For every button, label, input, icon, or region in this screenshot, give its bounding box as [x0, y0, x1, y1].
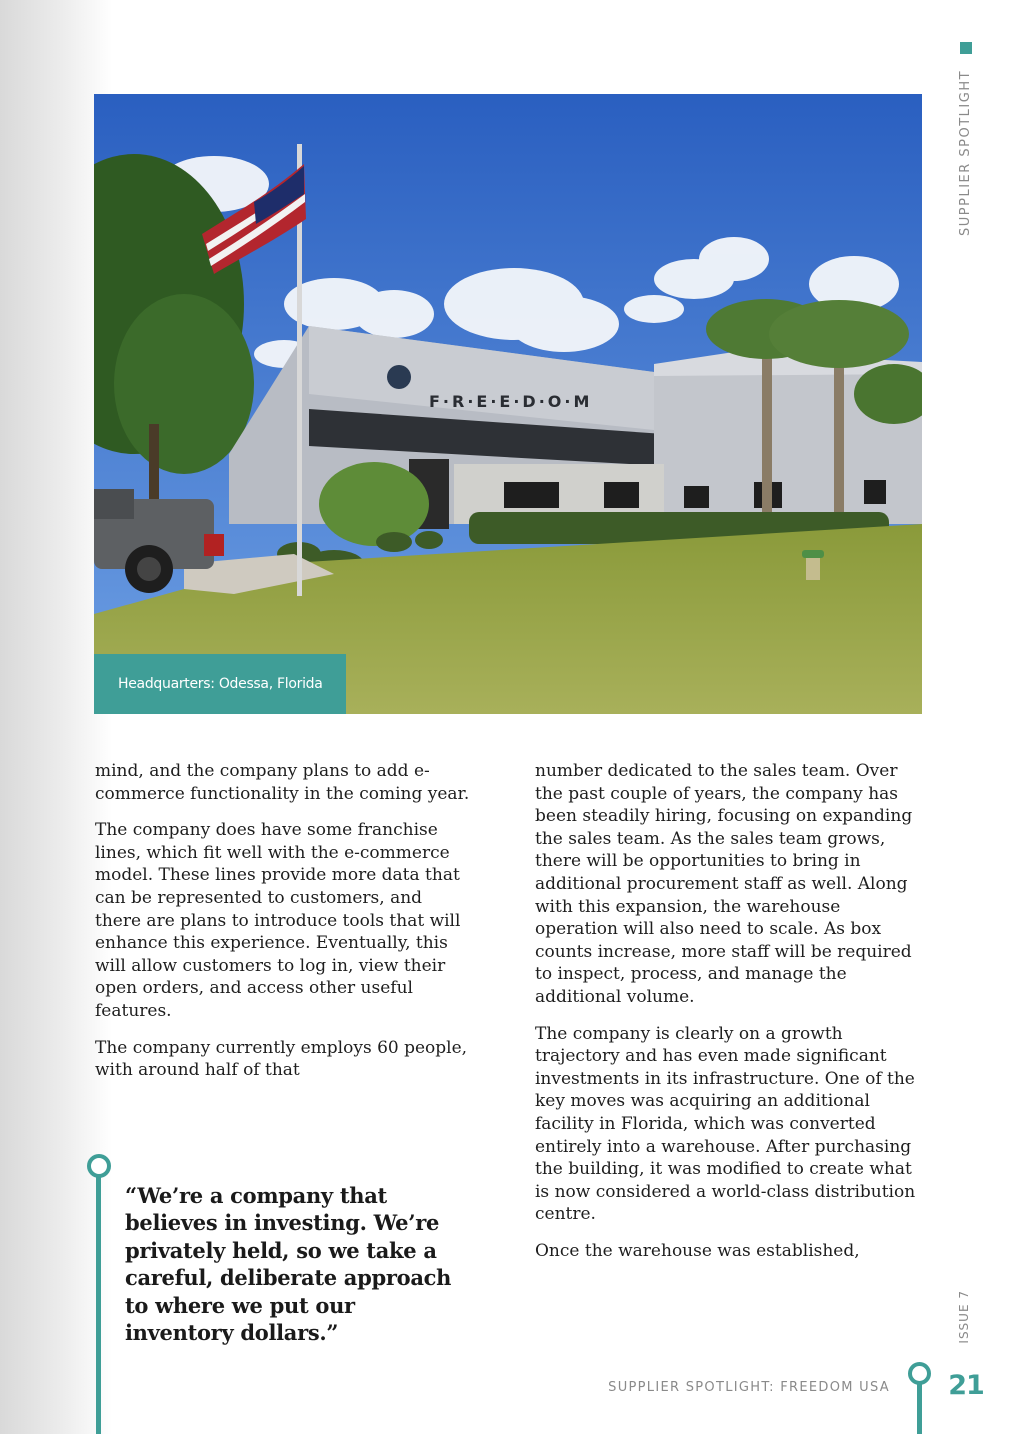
- pull-quote-rule: [96, 1168, 101, 1434]
- body-paragraph: number dedicated to the sales team. Over the past couple of years, the company has been steadily hiring, focusing on expanding the sales team. As the sales team grows, there will be opportunities to bring in additional procurement staff as well. Along with this expansion, the warehouse operation will also need to scale. As box counts increase, more staff will be required to inspect, process, and manage the additional volume.: [535, 761, 913, 1007]
- headquarters-photo: [94, 94, 922, 714]
- body-paragraph: The company does have some franchise lines, which fit well with the e-commerce model. These lines provide more data that can be represented to customers, and there are plans to introduce tools that will enhance this experience. Eventually, this will allow customers to log in, view their open orders, and access other useful features.: [95, 820, 461, 1021]
- building-sign-text: F·R·E·E·D·O·M: [429, 392, 593, 411]
- side-running-head: SUPPLIER SPOTLIGHT: [958, 69, 973, 236]
- body-paragraph: mind, and the company plans to add e-commerce functionality in the coming year.: [95, 761, 470, 804]
- footer-rule: [917, 1378, 922, 1434]
- body-paragraph: The company currently employs 60 people, with around half of that: [95, 1037, 468, 1081]
- body-column-left: [95, 760, 470, 1096]
- footer-dot-icon: [908, 1362, 931, 1385]
- issue-label: ISSUE 7: [957, 1290, 971, 1344]
- body-paragraph: Once the warehouse was established,: [535, 1240, 860, 1261]
- pull-quote-dot-icon: [87, 1154, 111, 1178]
- headquarters-illustration: [94, 94, 922, 714]
- body-column-right: [535, 760, 925, 1276]
- footer-running-title: SUPPLIER SPOTLIGHT: FREEDOM USA: [608, 1380, 890, 1395]
- section-marker-square: [960, 42, 972, 54]
- body-paragraph: The company is clearly on a growth trajectory and has even made significant investments in its infrastructure. One of the key moves was acquiring an additional facility in Florida, which was converted entirely into a warehouse. After purchasing the building, it was modified to create what is now considered a world-class distribution centre.: [535, 1023, 916, 1225]
- pull-quote: “We’re a company that believes in investing. We’re privately held, so we take a careful, deliberate approach to where we put our inventory dollars.”: [125, 1183, 452, 1346]
- photo-caption: Headquarters: Odessa, Florida: [94, 654, 346, 714]
- page-number: 21: [948, 1370, 984, 1401]
